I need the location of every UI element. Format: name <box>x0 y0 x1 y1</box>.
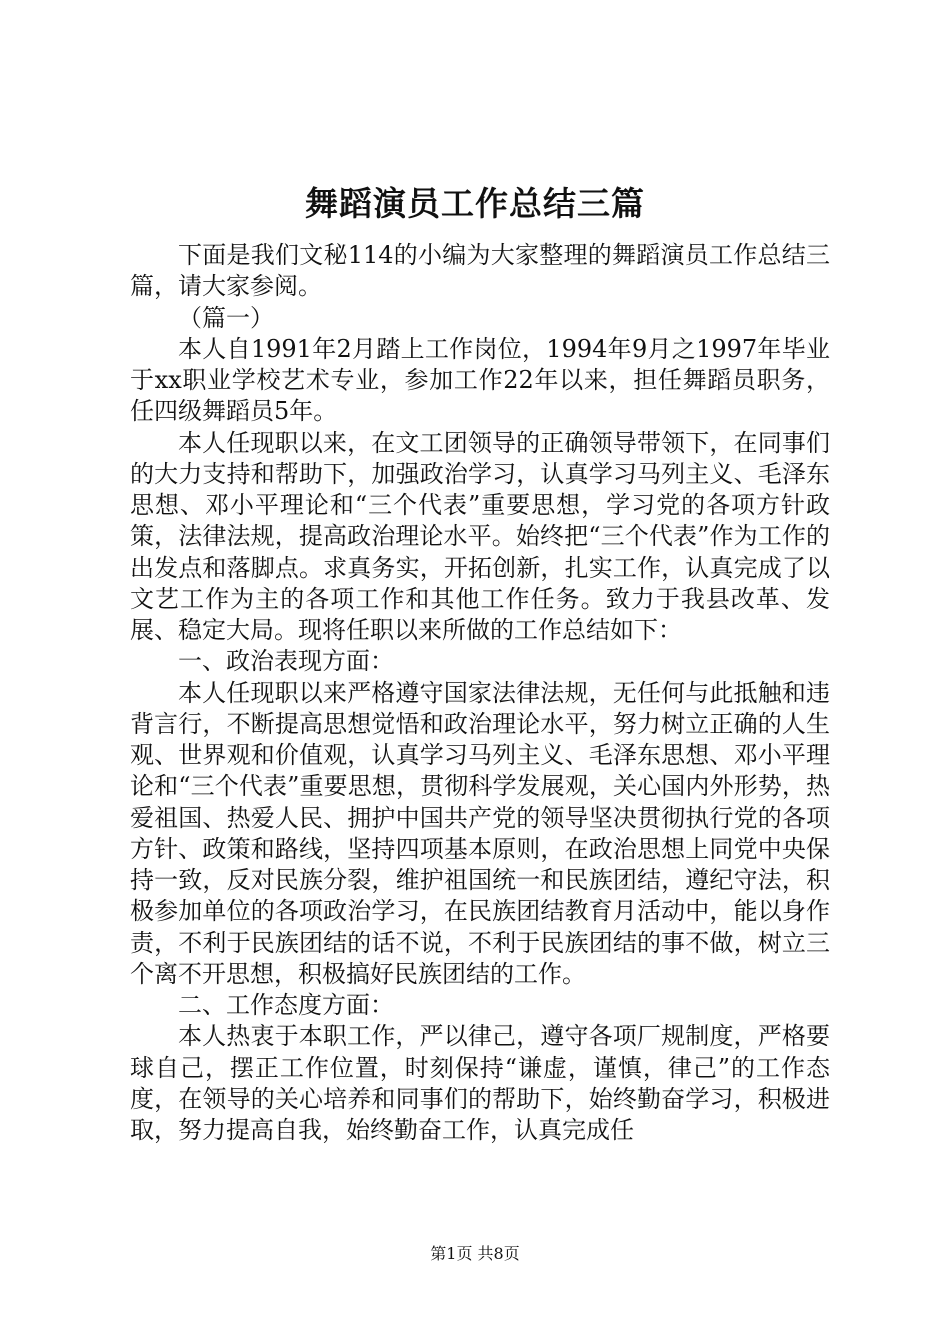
paragraph-attitude: 本人热衷于本职工作，严以律己，遵守各项厂规制度，严格要球自己，摆正工作位置，时刻保持“谦虚，谨慎，律己”的工作态度，在领导的关心培养和同事们的帮助下，始终勤奋学习，积极进取，努力提高自我，始终勤奋工作，认真完成任 <box>130 1022 830 1144</box>
paragraph-political: 本人任现职以来严格遵守国家法律法规，无任何与此抵触和违背言行，不断提高思想觉悟和政治理论水平，努力树立正确的人生观、世界观和价值观，认真学习马列主义、毛泽东思想、邓小平理论和“三个代表”重要思想，贯彻科学发展观，关心国内外形势，热爱祖国、热爱人民、拥护中国共产党的领导坚决贯彻执行党的各项方针、政策和路线，坚持四项基本原则，在政治思想上同党中央保持一致，反对民族分裂，维护祖国统一和民族团结，遵纪守法，积极参加单位的各项政治学习，在民族团结教育月活动中，能以身作责，不利于民族团结的话不说，不利于民族团结的事不做，树立三个离不开思想，积极搞好民族团结的工作。 <box>130 678 830 988</box>
document-body <box>130 240 830 1146</box>
paragraph-overview: 本人任现职以来，在文工团领导的正确领导带领下，在同事们的大力支持和帮助下，加强政治学习，认真学习马列主义、毛泽东思想、邓小平理论和“三个代表”重要思想，学习党的各项方针政策，法律法规，提高政治理论水平。始终把“三个代表”作为工作的出发点和落脚点。求真务实，开拓创新，扎实工作，认真完成了以文艺工作为主的各项工作和其他工作任务。致力于我县改革、发展、稳定大局。现将任职以来所做的工作总结如下： <box>130 428 830 644</box>
document-title: 舞蹈演员工作总结三篇 <box>305 184 645 223</box>
paragraph-career: 本人自1991年2月踏上工作岗位，1994年9月之1997年毕业于xx职业学校艺术专业，参加工作22年以来，担任舞蹈员职务，任四级舞蹈员5年。 <box>130 334 830 426</box>
paragraph-intro: 下面是我们文秘114的小编为大家整理的舞蹈演员工作总结三篇，请大家参阅。 <box>130 241 830 301</box>
page-footer: 第1页 共8页 <box>430 1244 520 1263</box>
heading-attitude: 二、工作态度方面： <box>178 991 394 1019</box>
heading-political: 一、政治表现方面： <box>178 647 394 676</box>
section-label-part-one: （篇一） <box>178 303 274 332</box>
